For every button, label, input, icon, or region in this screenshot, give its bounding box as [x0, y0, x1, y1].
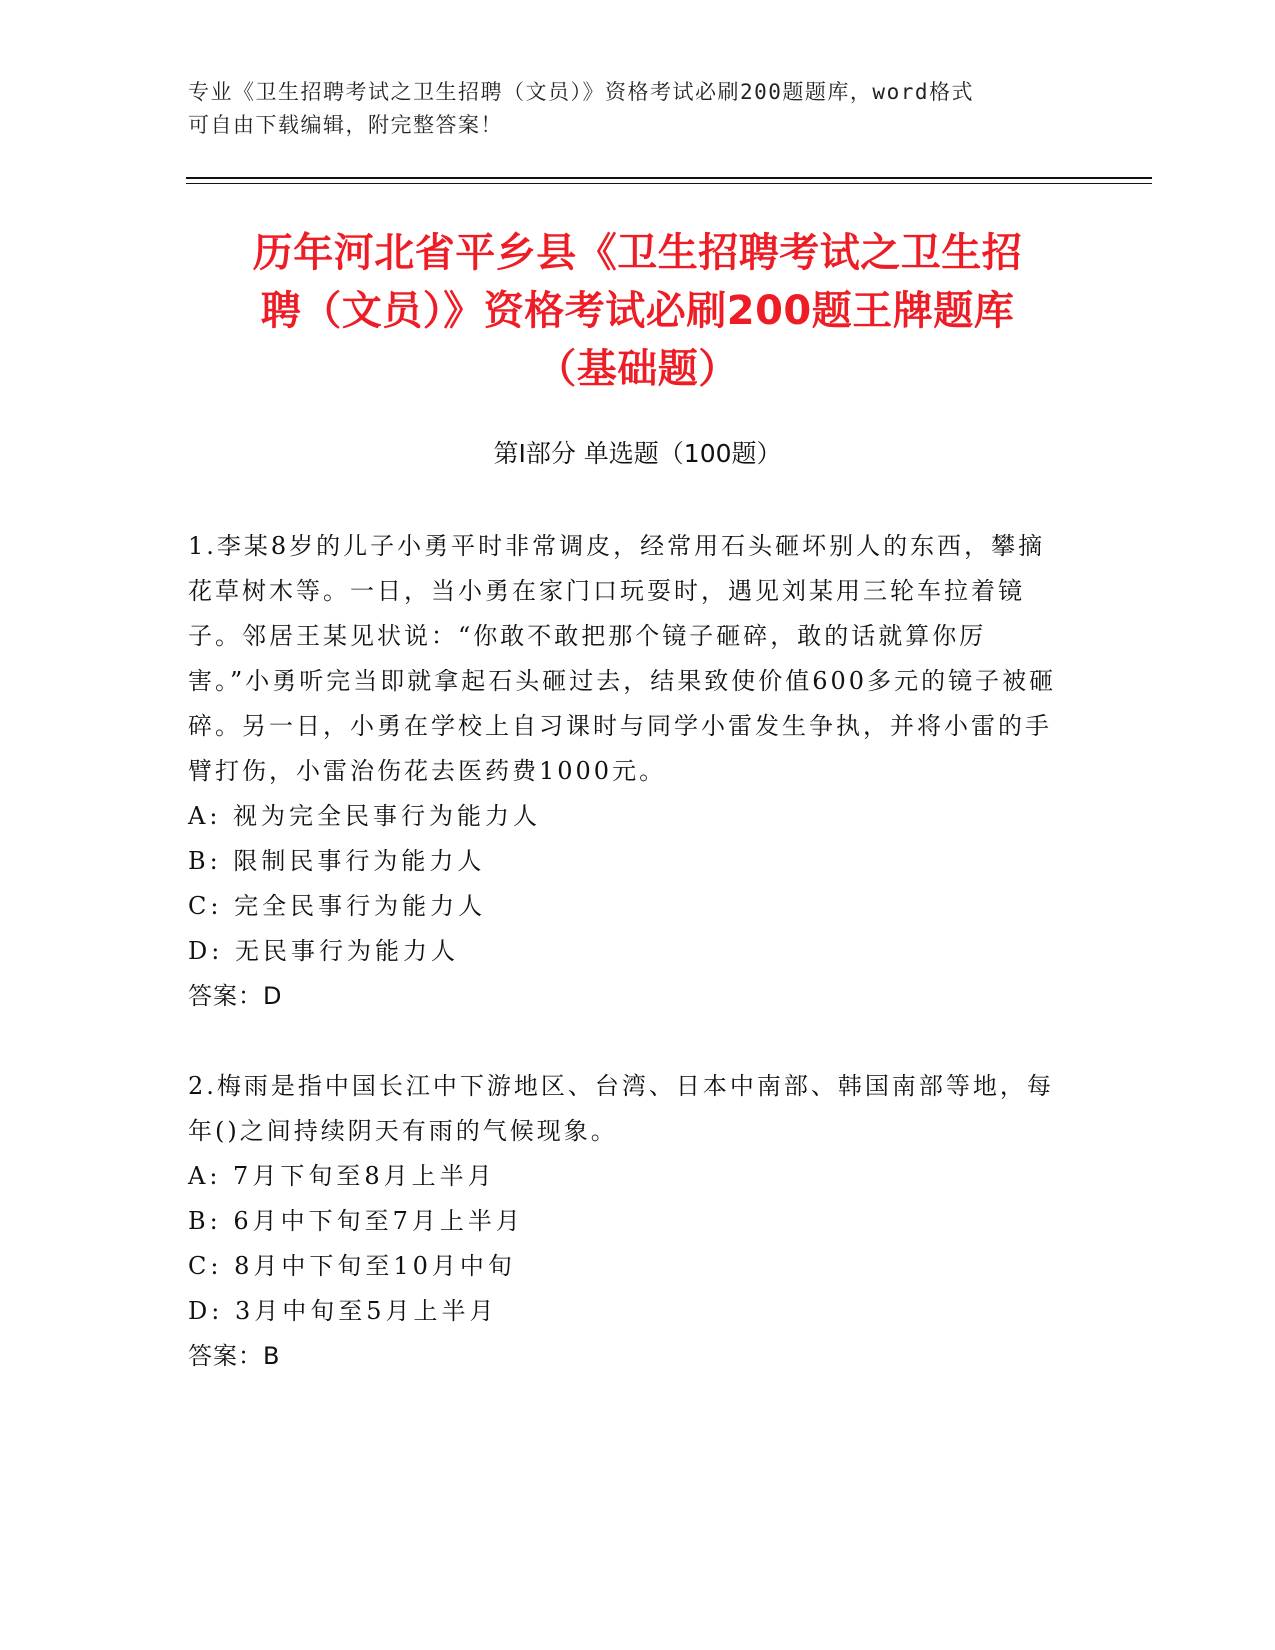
header-divider-thick: [186, 177, 1152, 179]
option-d: D: 3月中旬至5月上半月: [188, 1297, 498, 1325]
option-c: C: 完全民事行为能力人: [188, 892, 487, 920]
option-b: B: 6月中下旬至7月上半月: [188, 1207, 524, 1235]
option-d: D: 无民事行为能力人: [188, 937, 459, 965]
header-note: [188, 76, 1068, 142]
question-stem: 2.梅雨是指中国长江中下游地区、台湾、日本中南部、韩国南部等地，每年()之间持续阴天有雨的气候现象。: [188, 1072, 1054, 1145]
document-title-line1: 历年河北省平乡县《卫生招聘考试之卫生招: [252, 230, 1023, 276]
document-title-line2: 聘（文员）》资格考试必刷200题王牌题库: [260, 288, 1015, 334]
section-title: 第Ⅰ部分 单选题（100题）: [493, 439, 782, 468]
option-b: B: 限制民事行为能力人: [188, 847, 486, 875]
question-stem: 1.李某8岁的儿子小勇平时非常调皮，经常用石头砸坏别人的东西，攀摘花草树木等。一日，当小勇在家门口玩耍时，遇见刘某用三轮车拉着镜子。邻居王某见状说：“你敢不敢把那个镜子砸碎，敢的话就算你厉害。”小勇听完当即就拿起石头砸过去，结果致使价值600多元的镜子被砸碎。另一日，小勇在学校上自习课时与同学小雷发生争执，并将小雷的手臂打伤，小雷治伤花去医药费1000元。: [188, 532, 1057, 785]
option-a: A: 7月下旬至8月上半月: [188, 1162, 496, 1190]
document-title-line3: （基础题）: [536, 346, 739, 392]
header-note-line1: 专业《卫生招聘考试之卫生招聘（文员）》资格考试必刷200题题库，word格式: [188, 80, 974, 104]
option-a: A: 视为完全民事行为能力人: [188, 802, 542, 830]
answer: 答案：B: [188, 1342, 281, 1370]
option-c: C: 8月中下旬至10月中旬: [188, 1252, 516, 1280]
header-divider-thin: [186, 183, 1152, 184]
question-1: [188, 524, 1068, 1019]
answer: 答案：D: [188, 982, 283, 1010]
question-2: [188, 1064, 1068, 1379]
header-note-line2: 可自由下载编辑，附完整答案！: [188, 113, 503, 137]
document-title: [160, 224, 1115, 398]
